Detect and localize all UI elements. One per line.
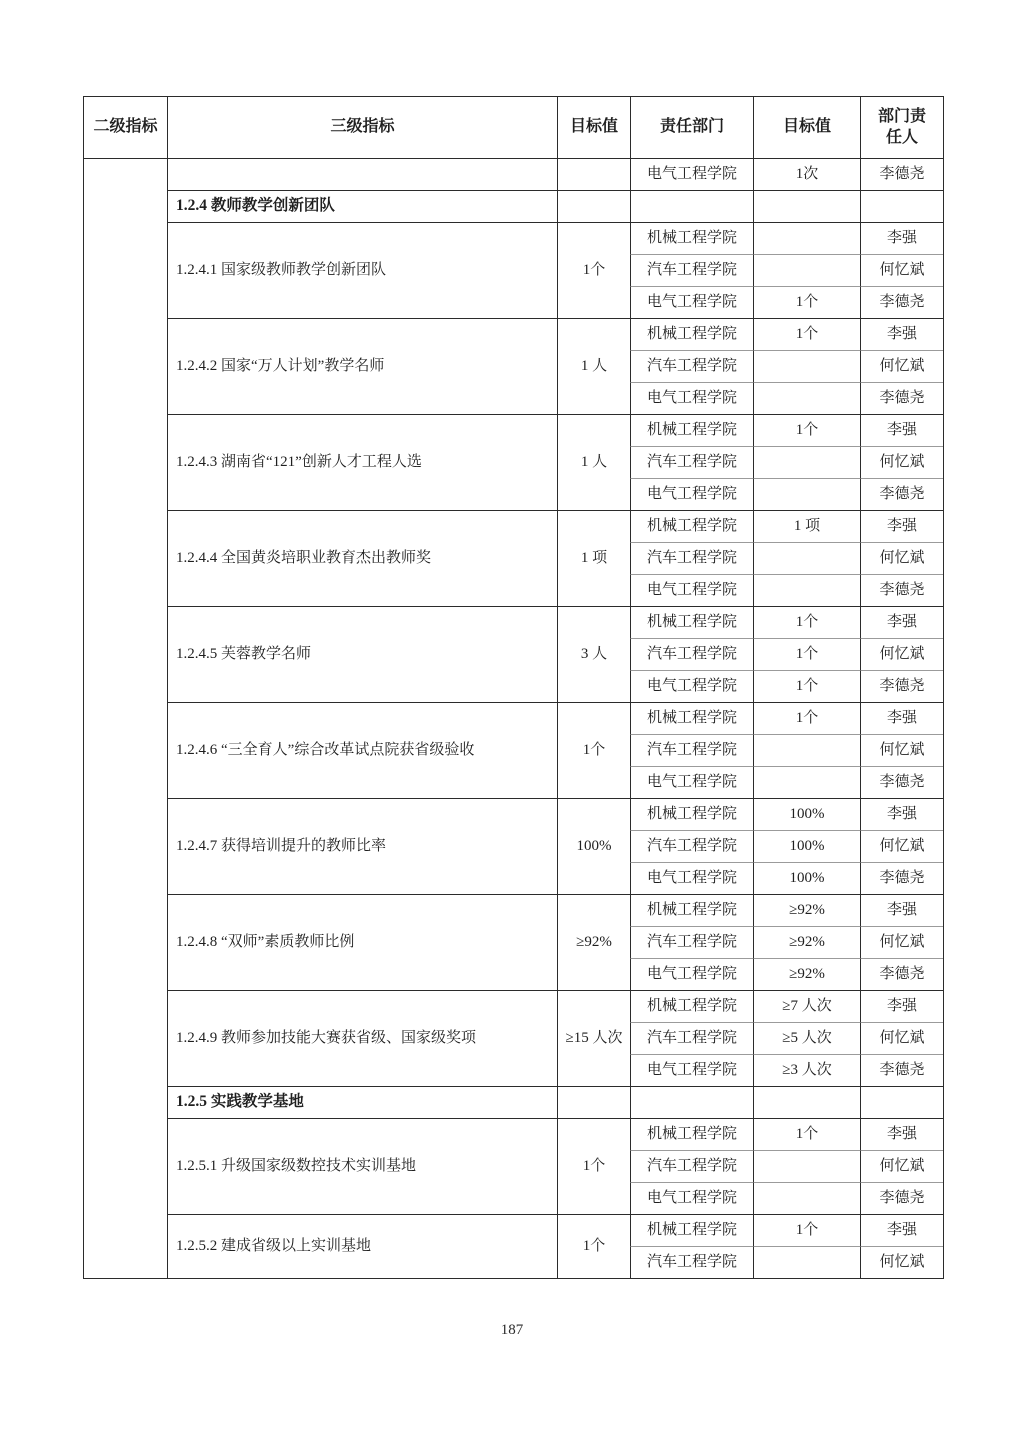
dept-cell: 汽车工程学院	[630, 542, 753, 574]
dept-cell: 汽车工程学院	[630, 446, 753, 478]
person-cell: 李德尧	[860, 478, 943, 510]
person-cell: 李德尧	[860, 862, 943, 894]
dept-target-cell: 1个	[753, 702, 860, 734]
dept-cell: 机械工程学院	[630, 606, 753, 638]
dept-target-cell	[753, 446, 860, 478]
indicator-row	[83, 222, 943, 254]
header-dept-person: 部门责任人	[860, 96, 943, 158]
person-cell: 李德尧	[860, 958, 943, 990]
empty-indicator-cell	[167, 158, 557, 190]
person-cell: 何忆斌	[860, 350, 943, 382]
dept-target-cell: ≥5 人次	[753, 1022, 860, 1054]
dept-target-cell	[753, 350, 860, 382]
header-responsible-dept: 责任部门	[630, 96, 753, 158]
dept-target-cell: 1个	[753, 638, 860, 670]
dept-target-cell	[753, 574, 860, 606]
empty-cell	[630, 190, 753, 222]
level2-indicator-cell	[83, 158, 167, 1278]
indicator-title: 1.2.4.2 国家“万人计划”教学名师	[167, 318, 557, 414]
indicator-target: 1个	[557, 1214, 630, 1278]
indicator-target: 1个	[557, 222, 630, 318]
dept-cell: 机械工程学院	[630, 894, 753, 926]
dept-cell: 电气工程学院	[630, 286, 753, 318]
indicator-target: 1 项	[557, 510, 630, 606]
section-title: 1.2.5 实践教学基地	[167, 1086, 557, 1118]
dept-target-cell	[753, 382, 860, 414]
indicator-target: 1个	[557, 702, 630, 798]
indicator-title: 1.2.4.3 湖南省“121”创新人才工程人选	[167, 414, 557, 510]
dept-cell: 汽车工程学院	[630, 830, 753, 862]
indicator-title: 1.2.4.6 “三全育人”综合改革试点院获省级验收	[167, 702, 557, 798]
dept-cell: 电气工程学院	[630, 958, 753, 990]
dept-cell: 机械工程学院	[630, 990, 753, 1022]
header-target-value: 目标值	[557, 96, 630, 158]
person-cell: 李强	[860, 318, 943, 350]
dept-target-cell	[753, 1246, 860, 1278]
empty-cell	[557, 190, 630, 222]
header-level2-indicator: 二级指标	[83, 96, 167, 158]
dept-target-cell: 1次	[753, 158, 860, 190]
dept-target-cell: ≥92%	[753, 926, 860, 958]
dept-target-cell	[753, 478, 860, 510]
dept-cell: 汽车工程学院	[630, 734, 753, 766]
indicator-table	[83, 96, 944, 1279]
dept-target-cell: 1个	[753, 414, 860, 446]
dept-cell: 电气工程学院	[630, 670, 753, 702]
indicator-target: 3 人	[557, 606, 630, 702]
person-cell: 何忆斌	[860, 542, 943, 574]
person-cell: 何忆斌	[860, 830, 943, 862]
empty-cell	[753, 1086, 860, 1118]
person-cell: 李德尧	[860, 670, 943, 702]
header-dept-target-value: 目标值	[753, 96, 860, 158]
empty-target-cell	[557, 158, 630, 190]
person-cell: 李强	[860, 798, 943, 830]
dept-cell: 机械工程学院	[630, 1214, 753, 1246]
dept-cell: 电气工程学院	[630, 1182, 753, 1214]
person-cell: 李强	[860, 702, 943, 734]
person-cell: 何忆斌	[860, 926, 943, 958]
header-level3-indicator: 三级指标	[167, 96, 557, 158]
person-cell: 李德尧	[860, 1182, 943, 1214]
dept-cell: 机械工程学院	[630, 798, 753, 830]
person-cell: 李强	[860, 1214, 943, 1246]
dept-target-cell: 1个	[753, 1118, 860, 1150]
person-cell: 李德尧	[860, 1054, 943, 1086]
indicator-target: 1 人	[557, 414, 630, 510]
indicator-title: 1.2.5.1 升级国家级数控技术实训基地	[167, 1118, 557, 1214]
dept-target-cell	[753, 1182, 860, 1214]
indicator-target: 100%	[557, 798, 630, 894]
dept-cell: 汽车工程学院	[630, 1150, 753, 1182]
empty-cell	[860, 190, 943, 222]
indicator-target: ≥15 人次	[557, 990, 630, 1086]
indicator-title: 1.2.4.1 国家级教师教学创新团队	[167, 222, 557, 318]
dept-target-cell: 1个	[753, 606, 860, 638]
dept-cell: 机械工程学院	[630, 1118, 753, 1150]
dept-target-cell: 1个	[753, 318, 860, 350]
dept-cell: 汽车工程学院	[630, 254, 753, 286]
dept-cell: 机械工程学院	[630, 510, 753, 542]
dept-target-cell	[753, 1150, 860, 1182]
section-title: 1.2.4 教师教学创新团队	[167, 190, 557, 222]
dept-target-cell	[753, 222, 860, 254]
section-row	[83, 1086, 943, 1118]
dept-target-cell: 100%	[753, 862, 860, 894]
dept-target-cell: 1个	[753, 1214, 860, 1246]
person-cell: 何忆斌	[860, 638, 943, 670]
header-row	[83, 96, 943, 158]
indicator-row	[83, 1118, 943, 1150]
indicator-title: 1.2.5.2 建成省级以上实训基地	[167, 1214, 557, 1278]
person-cell: 李强	[860, 510, 943, 542]
dept-target-cell	[753, 766, 860, 798]
person-cell: 李德尧	[860, 286, 943, 318]
empty-cell	[860, 1086, 943, 1118]
indicator-row	[83, 894, 943, 926]
empty-cell	[753, 190, 860, 222]
indicator-row	[83, 702, 943, 734]
person-cell: 何忆斌	[860, 1150, 943, 1182]
indicator-title: 1.2.4.9 教师参加技能大赛获省级、国家级奖项	[167, 990, 557, 1086]
dept-cell: 机械工程学院	[630, 222, 753, 254]
dept-target-cell	[753, 734, 860, 766]
indicator-title: 1.2.4.7 获得培训提升的教师比率	[167, 798, 557, 894]
dept-cell: 电气工程学院	[630, 766, 753, 798]
carryover-row	[83, 158, 943, 190]
dept-cell: 汽车工程学院	[630, 638, 753, 670]
person-cell: 何忆斌	[860, 1022, 943, 1054]
indicator-target: ≥92%	[557, 894, 630, 990]
person-cell: 李强	[860, 222, 943, 254]
section-row	[83, 190, 943, 222]
indicator-target: 1 人	[557, 318, 630, 414]
dept-cell: 机械工程学院	[630, 414, 753, 446]
person-cell: 李德尧	[860, 766, 943, 798]
person-cell: 何忆斌	[860, 254, 943, 286]
page-number: 187	[500, 1322, 524, 1338]
indicator-title: 1.2.4.8 “双师”素质教师比例	[167, 894, 557, 990]
dept-target-cell: 1个	[753, 286, 860, 318]
dept-cell: 汽车工程学院	[630, 1246, 753, 1278]
dept-target-cell: 1 项	[753, 510, 860, 542]
indicator-row	[83, 606, 943, 638]
dept-cell: 机械工程学院	[630, 318, 753, 350]
person-cell: 李强	[860, 1118, 943, 1150]
dept-target-cell: ≥92%	[753, 958, 860, 990]
dept-target-cell	[753, 254, 860, 286]
person-cell: 李德尧	[860, 574, 943, 606]
dept-cell: 电气工程学院	[630, 862, 753, 894]
indicator-row	[83, 414, 943, 446]
dept-target-cell	[753, 542, 860, 574]
indicator-row	[83, 990, 943, 1022]
empty-cell	[557, 1086, 630, 1118]
person-cell: 何忆斌	[860, 734, 943, 766]
indicator-row	[83, 318, 943, 350]
person-cell: 李强	[860, 894, 943, 926]
dept-cell: 电气工程学院	[630, 1054, 753, 1086]
person-cell: 李强	[860, 990, 943, 1022]
dept-target-cell: ≥3 人次	[753, 1054, 860, 1086]
indicator-row	[83, 798, 943, 830]
person-cell: 何忆斌	[860, 1246, 943, 1278]
person-cell: 李德尧	[860, 382, 943, 414]
person-cell: 李强	[860, 414, 943, 446]
indicator-title: 1.2.4.4 全国黄炎培职业教育杰出教师奖	[167, 510, 557, 606]
person-cell: 李强	[860, 606, 943, 638]
indicator-row	[83, 1214, 943, 1246]
dept-cell: 汽车工程学院	[630, 350, 753, 382]
empty-cell	[630, 1086, 753, 1118]
dept-target-cell: 100%	[753, 798, 860, 830]
dept-cell: 汽车工程学院	[630, 926, 753, 958]
dept-cell: 电气工程学院	[630, 478, 753, 510]
dept-cell: 电气工程学院	[630, 382, 753, 414]
indicator-row	[83, 510, 943, 542]
dept-target-cell: 100%	[753, 830, 860, 862]
dept-target-cell: ≥92%	[753, 894, 860, 926]
dept-target-cell: 1个	[753, 670, 860, 702]
indicator-title: 1.2.4.5 芙蓉教学名师	[167, 606, 557, 702]
person-cell: 李德尧	[860, 158, 943, 190]
person-cell: 何忆斌	[860, 446, 943, 478]
dept-cell: 电气工程学院	[630, 574, 753, 606]
dept-cell: 机械工程学院	[630, 702, 753, 734]
dept-cell: 汽车工程学院	[630, 1022, 753, 1054]
indicator-target: 1个	[557, 1118, 630, 1214]
dept-cell: 电气工程学院	[630, 158, 753, 190]
dept-target-cell: ≥7 人次	[753, 990, 860, 1022]
